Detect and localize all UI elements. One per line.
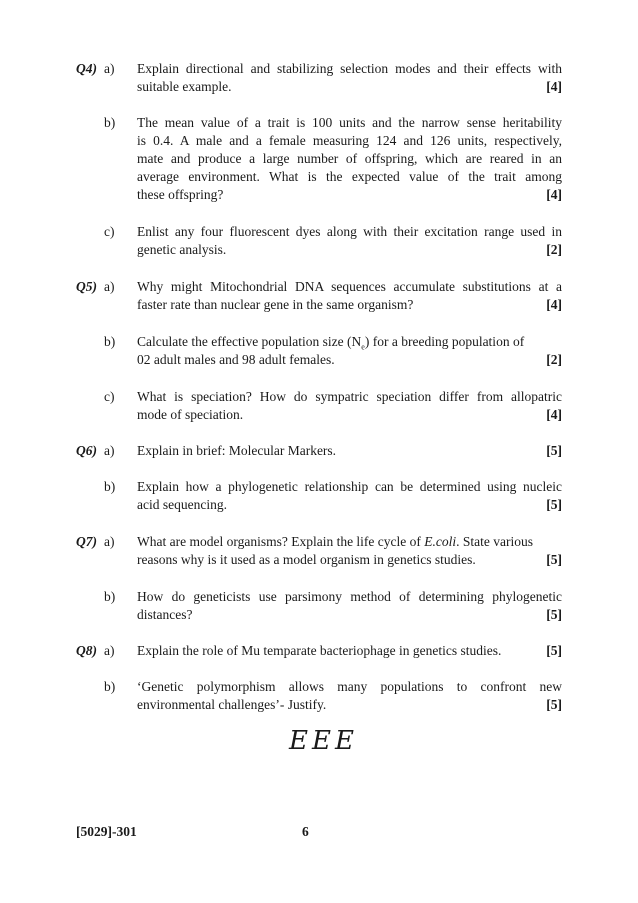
marks-badge: [2] (546, 242, 562, 257)
marks-badge: [4] (546, 187, 562, 202)
text-line: Explain the role of Mu temparate bacteriophage in genetics studies. (137, 643, 502, 658)
part-label: b) (104, 679, 116, 694)
part-text (137, 333, 562, 369)
text-line: Calculate the effective population size $(N_e)$ for a breeding population of (137, 334, 525, 352)
question-number: Q4) (76, 61, 97, 76)
part-label: c) (104, 389, 115, 404)
text-line: ‘Genetic polymorphism allows many populations to confront new (137, 679, 562, 694)
text-line: acid sequencing. (137, 497, 227, 512)
text-line: What is speciation? How do sympatric speciation differ from allopatric (137, 389, 562, 404)
marks-badge: [5] (546, 607, 562, 622)
part-text (137, 588, 562, 624)
text-line: reasons why is it used as a model organism in genetics studies. (137, 552, 476, 567)
text-line: mode of speciation. (137, 407, 244, 422)
part-text (137, 223, 562, 259)
text-line: average environment. What is the expected value of the trait among (137, 169, 562, 184)
part-text (137, 678, 562, 714)
question-number: Q7) (76, 534, 97, 549)
text-line: these offspring? (137, 187, 224, 202)
part-text (137, 533, 562, 569)
marks-badge: [5] (546, 643, 562, 658)
part-label: c) (104, 224, 115, 239)
part-text (137, 642, 562, 660)
marks-badge: [5] (546, 552, 562, 567)
part-label: a) (104, 643, 115, 658)
marks-badge: [5] (546, 443, 562, 458)
text-line: 02 adult males and 98 adult females. (137, 352, 335, 367)
part-label: b) (104, 589, 116, 604)
part-label: a) (104, 534, 115, 549)
marks-badge: [4] (546, 407, 562, 422)
part-label: b) (104, 334, 116, 349)
part-text (137, 442, 562, 460)
part-text (137, 278, 562, 314)
text-line: Why might Mitochondrial DNA sequences accumulate substitutions at a (137, 279, 562, 294)
page-number: 6 (302, 824, 309, 839)
part-text (137, 478, 562, 514)
text-line: The mean value of a trait is 100 units and the narrow sense heritability (137, 115, 562, 130)
text-line: faster rate than nuclear gene in the same organism? (137, 297, 414, 312)
text-line: Explain how a phylogenetic relationship can be determined using nucleic (137, 479, 562, 494)
end-of-paper-mark: EEE (289, 726, 358, 756)
part-text (137, 114, 562, 204)
text-line: mate and produce a large number of offspring, which are reared in an (137, 151, 562, 166)
part-label: b) (104, 479, 116, 494)
part-label: a) (104, 443, 115, 458)
part-label: a) (104, 279, 115, 294)
marks-badge: [2] (546, 352, 562, 367)
question-number: Q5) (76, 279, 97, 294)
text-line: Explain directional and stabilizing selection modes and their effects with (137, 61, 562, 76)
part-label: b) (104, 115, 116, 130)
part-text (137, 60, 562, 96)
text-line: genetic analysis. (137, 242, 227, 257)
part-text (137, 388, 562, 424)
question-number: Q6) (76, 443, 97, 458)
marks-badge: [4] (546, 297, 562, 312)
paper-code: [5029]-301 (76, 824, 137, 839)
text-line: suitable example. (137, 79, 232, 94)
text-line: environmental challenges’- Justify. (137, 697, 327, 712)
marks-badge: [4] (546, 79, 562, 94)
text-line: is 0.4. A male and a female measuring 124 and 126 units, respectively, (137, 133, 562, 148)
text-line: Enlist any four fluorescent dyes along with their excitation range used in (137, 224, 562, 239)
marks-badge: [5] (546, 497, 562, 512)
marks-badge: [5] (546, 697, 562, 712)
text-line: How do geneticists use parsimony method of determining phylogenetic (137, 589, 562, 604)
text-line: distances? (137, 607, 193, 622)
part-label: a) (104, 61, 115, 76)
text-line: Explain in brief: Molecular Markers. (137, 443, 337, 458)
text-line: What are model organisms? Explain the life cycle of E.coli. State various (137, 534, 534, 549)
question-number: Q8) (76, 643, 97, 658)
